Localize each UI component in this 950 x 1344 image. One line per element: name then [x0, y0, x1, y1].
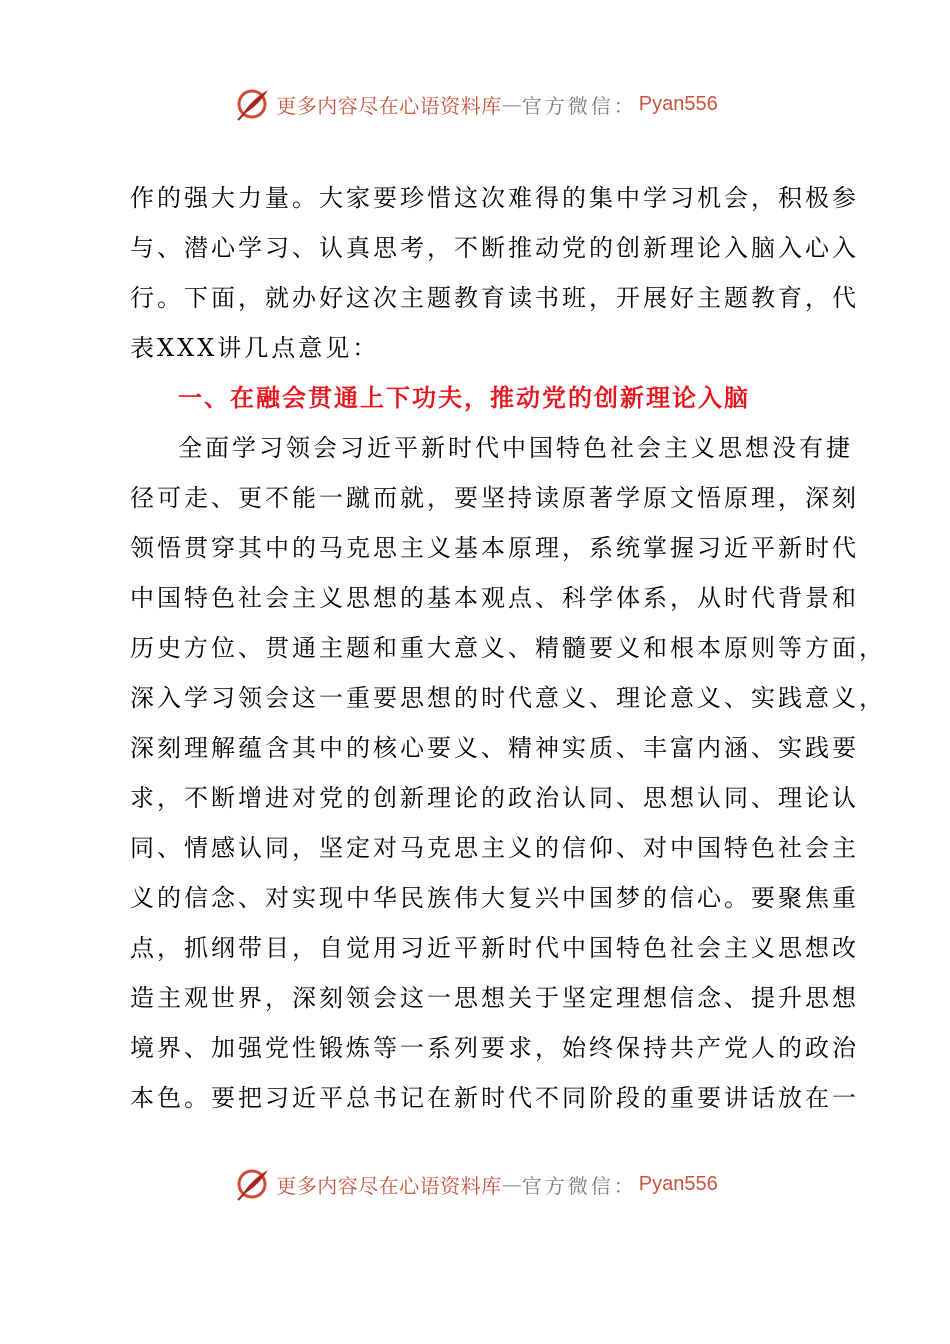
section-heading: 一、在融会贯通上下功夫，推动党的创新理论入脑 — [178, 383, 750, 412]
banner-dash: — — [501, 1172, 522, 1196]
quill-logo-icon — [232, 84, 272, 124]
text-line: 本色。要把习近平总书记在新时代不同阶段的重要讲话放在一 — [130, 1084, 859, 1112]
banner-dash: — — [501, 92, 522, 116]
text-line: 与、潜心学习、认真思考，不断推动党的创新理论入脑入心入 — [130, 234, 859, 262]
banner-wechat-label: 官方微信： — [521, 93, 637, 118]
text-line: 全面学习领会习近平新时代中国特色社会主义思想没有捷 — [178, 434, 853, 462]
text-line: 表XXX讲几点意见： — [130, 334, 380, 362]
banner-account: Pyan556 — [638, 92, 718, 115]
banner-wechat-label: 官方微信： — [521, 1173, 637, 1198]
footer-banner — [0, 1164, 950, 1204]
text-line: 径可走、更不能一蹴而就，要坚持读原著学原文悟原理，深刻 — [130, 484, 859, 512]
text-line: 领悟贯穿其中的马克思主义基本原理，系统掌握习近平新时代 — [130, 534, 859, 562]
text-line: 行。下面，就办好这次主题教育读书班，开展好主题教育，代 — [130, 284, 859, 312]
quill-logo-icon — [232, 1164, 272, 1204]
banner-lead-text: 更多内容尽在心语资料库 — [276, 1173, 502, 1198]
text-line: 历史方位、贯通主题和重大意义、精髓要义和根本原则等方面， — [130, 634, 886, 662]
text-line: 中国特色社会主义思想的基本观点、科学体系，从时代背景和 — [130, 584, 859, 612]
banner-account: Pyan556 — [638, 1172, 718, 1195]
banner-lead-text: 更多内容尽在心语资料库 — [276, 93, 502, 118]
text-line: 求，不断增进对党的创新理论的政治认同、思想认同、理论认 — [130, 784, 859, 812]
text-line: 深入学习领会这一重要思想的时代意义、理论意义、实践意义， — [130, 684, 886, 712]
text-line: 作的强大力量。大家要珍惜这次难得的集中学习机会，积极参 — [130, 184, 859, 212]
text-line: 同、情感认同，坚定对马克思主义的信仰、对中国特色社会主 — [130, 834, 859, 862]
document-body — [130, 173, 886, 1123]
header-banner — [0, 84, 950, 124]
text-line: 义的信念、对实现中华民族伟大复兴中国梦的信心。要聚焦重 — [130, 884, 859, 912]
text-line: 境界、加强党性锻炼等一系列要求，始终保持共产党人的政治 — [130, 1034, 859, 1062]
text-line: 深刻理解蕴含其中的核心要义、精神实质、丰富内涵、实践要 — [130, 734, 859, 762]
text-line: 造主观世界，深刻领会这一思想关于坚定理想信念、提升思想 — [130, 984, 859, 1012]
text-line: 点，抓纲带目，自觉用习近平新时代中国特色社会主义思想改 — [130, 934, 859, 962]
